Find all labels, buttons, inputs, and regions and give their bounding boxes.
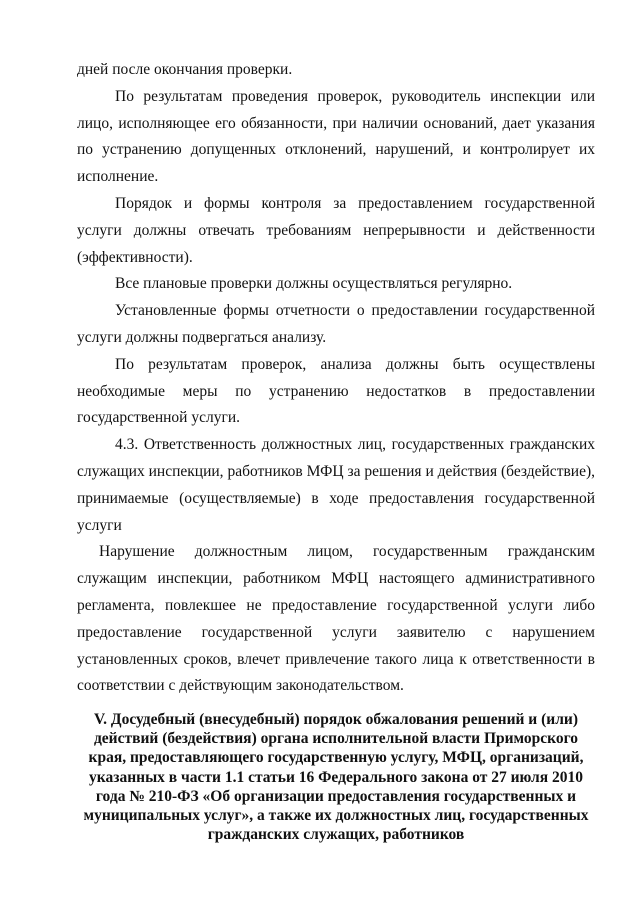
section-heading: V. Досудебный (внесудебный) порядок обжалования решений и (или) действий (бездействия) органа исполнительной власти Приморского края, предоставляющего государственную услугу, МФЦ, организаций, указанных в части 1.1 статьи 16 Федерального закона от 27 июля 2010 года № 210-ФЗ «Об организации предоставления государственных и муниципальных услуг», а также их должностных лиц, государственных гражданских служащих, работников	[83, 711, 589, 844]
paragraph-1: дней после окончания проверки.	[77, 61, 293, 78]
paragraph-3: Порядок и формы контроля за предоставлением государственной услуги должны отвечать требованиям непрерывности и действенности (эффективности).	[77, 194, 595, 266]
paragraph-8: Нарушение должностным лицом, государственным гражданским служащим инспекции, работником МФЦ настоящего административного регламента, повлекшее не предоставление государственной услуги либо предоставление государственной услуги заявителю с нарушением установленных сроков, влечет привлечение такого лица к ответственности в соответствии с действующим законодательством.	[77, 543, 595, 695]
paragraph-5: Установленные формы отчетности о предоставлении государственной услуги должны подвергаться анализу.	[77, 302, 595, 346]
paragraph-4: Все плановые проверки должны осуществляться регулярно.	[115, 275, 513, 293]
paragraph-6: По результатам проверок, анализа должны быть осуществлены необходимые меры по устранению недостатков в предоставлении государственной услуги.	[77, 355, 595, 427]
paragraph-2: По результатам проведения проверок, руководитель инспекции или лицо, исполняющее его обязанности, при наличии оснований, дает указания по устранению допущенных отклонений, нарушений, и контролирует их исполнение.	[77, 87, 595, 186]
body-text	[77, 57, 595, 700]
paragraph-7-section-4-3: 4.3. Ответственность должностных лиц, государственных гражданских служащих инспекции, работников МФЦ за решения и действия (бездействие), принимаемые (осуществляемые) в ходе предоставления государственной услуги	[77, 436, 595, 534]
